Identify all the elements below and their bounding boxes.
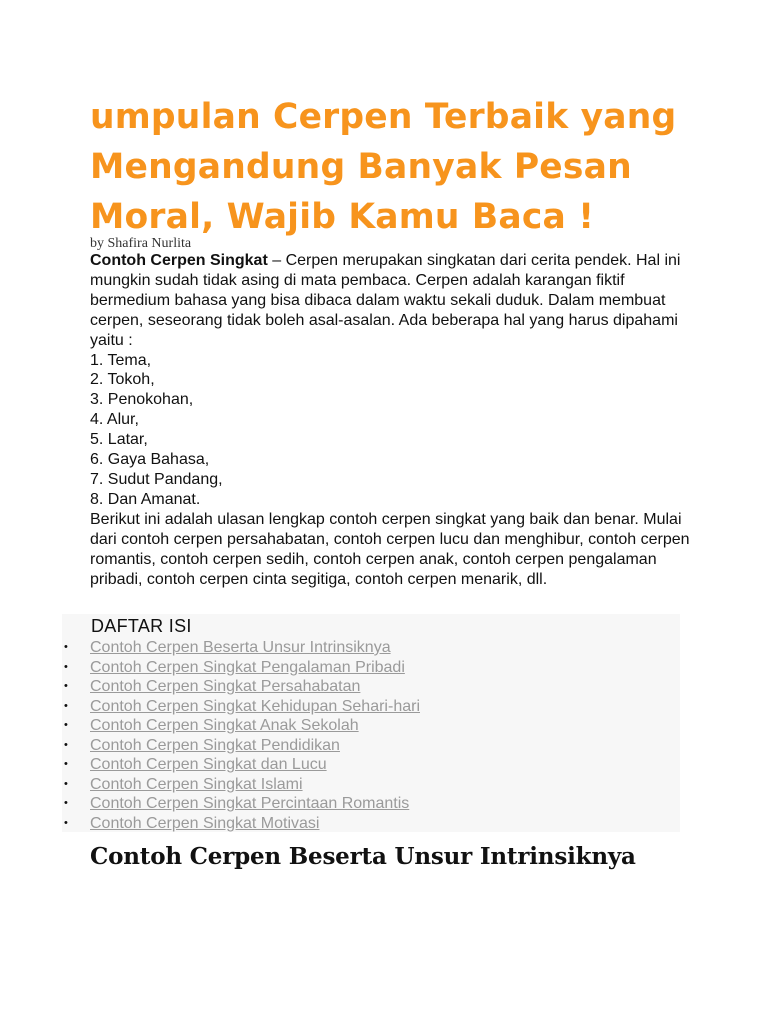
intro-text: – Cerpen merupakan singkatan dari cerita pendek. Hal ini mungkin sudah tidak asing di mata pembaca. Cerpen adalah karangan fiktif bermedium bahasa yang bisa dibaca dalam waktu sekali duduk. Dalam membuat cerpen, seseorang tidak boleh asal-asalan. Ada beberapa hal yang harus dipahami yaitu : (90, 252, 681, 349)
article-title: umpulan Cerpen Terbaik yang Mengandung Banyak Pesan Moral, Wajib Kamu Baca ! (90, 97, 677, 237)
list-item: 3. Penokohan, (90, 391, 194, 409)
bullet-icon: • (64, 758, 68, 770)
bullet-icon: • (64, 816, 68, 829)
bullet-icon: • (64, 660, 68, 673)
toc-link-lucu[interactable]: Contoh Cerpen Singkat dan Lucu (90, 756, 327, 773)
bullet-icon: • (64, 641, 68, 653)
toc-link-motivasi[interactable]: Contoh Cerpen Singkat Motivasi (90, 814, 320, 832)
list-item: 8. Dan Amanat. (90, 490, 201, 508)
bullet-icon: • (64, 680, 68, 692)
bullet-icon: • (64, 797, 68, 809)
article-body (90, 251, 690, 589)
list-item: 6. Gaya Bahasa, (90, 451, 210, 469)
toc-link-pendidikan[interactable]: Contoh Cerpen Singkat Pendidikan (90, 736, 340, 754)
bullet-icon: • (64, 719, 68, 731)
author-byline: by Shafira Nurlita (90, 236, 192, 251)
list-item: 1. Tema, (90, 351, 152, 369)
bullet-icon: • (64, 777, 68, 790)
list-item: 5. Latar, (90, 431, 148, 449)
toc-link-persahabatan[interactable]: Contoh Cerpen Singkat Persahabatan (90, 678, 361, 695)
toc-link-islami[interactable]: Contoh Cerpen Singkat Islami (90, 775, 303, 793)
closing-paragraph: Berikut ini adalah ulasan lengkap contoh cerpen singkat yang baik dan benar. Mulai dari contoh cerpen persahabatan, contoh cerpen lucu dan menghibur, contoh cerpen romantis, contoh cerpen sedih, contoh cerpen anak, contoh cerpen pengalaman pribadi, contoh cerpen cinta segitiga, contoh cerpen menarik, dll. (90, 510, 690, 588)
list-item: 7. Sudut Pandang, (90, 470, 223, 488)
bullet-icon: • (64, 738, 68, 751)
toc-link-pengalaman-pribadi[interactable]: Contoh Cerpen Singkat Pengalaman Pribadi (90, 658, 405, 676)
intrinsic-elements-list (90, 351, 690, 510)
intro-keyword: Contoh Cerpen Singkat (90, 252, 268, 269)
table-of-contents (62, 614, 680, 832)
toc-link-unsur-intrinsik[interactable]: Contoh Cerpen Beserta Unsur Intrinsiknya (90, 639, 391, 656)
toc-heading: DAFTAR ISI (91, 616, 192, 636)
list-item: 2. Tokoh, (90, 371, 155, 389)
toc-link-percintaan-romantis[interactable]: Contoh Cerpen Singkat Percintaan Romantis (90, 795, 410, 812)
bullet-icon: • (64, 699, 68, 712)
list-item: 4. Alur, (90, 411, 139, 429)
section-heading: Contoh Cerpen Beserta Unsur Intrinsiknya (90, 843, 636, 870)
toc-link-anak-sekolah[interactable]: Contoh Cerpen Singkat Anak Sekolah (90, 717, 359, 734)
intro-paragraph (90, 251, 690, 351)
toc-link-kehidupan-sehari-hari[interactable]: Contoh Cerpen Singkat Kehidupan Sehari-hari (90, 697, 420, 715)
